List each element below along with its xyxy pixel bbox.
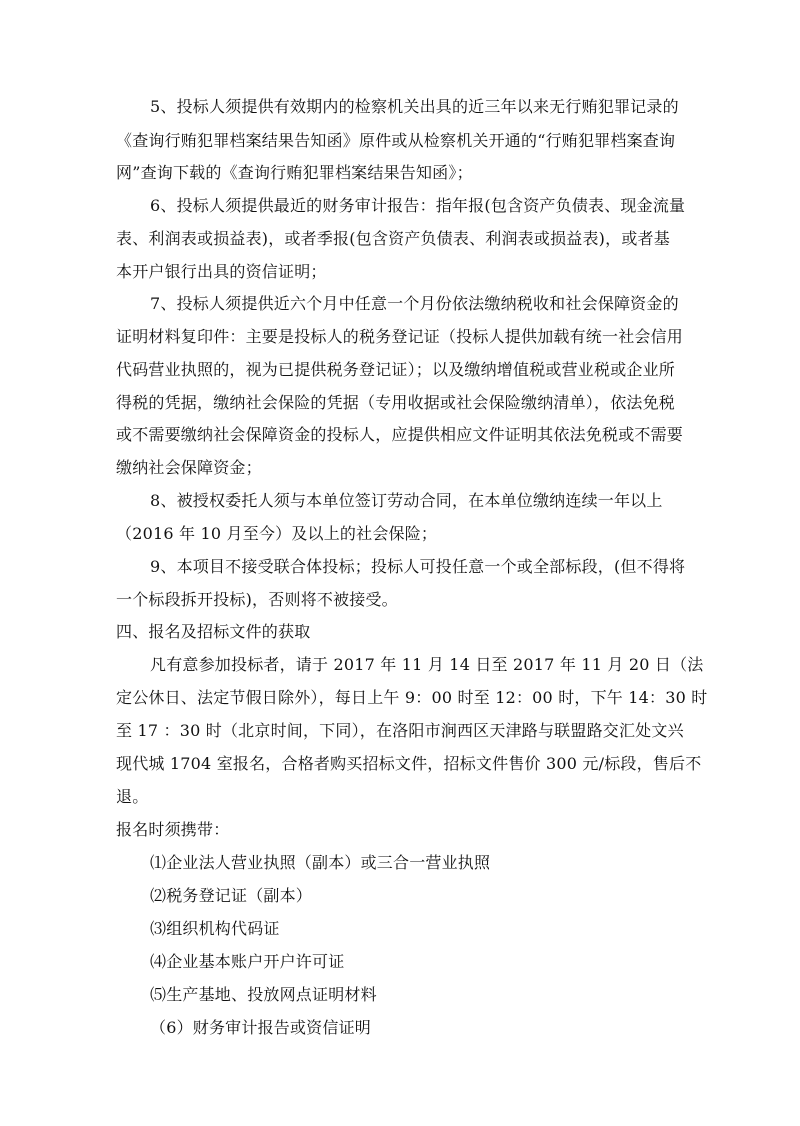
carry-item-3: ⑶组织机构代码证 bbox=[150, 919, 280, 938]
carry-item-5: ⑸生产基地、投放网点证明材料 bbox=[150, 985, 377, 1004]
carry-item-6: （6）财务审计报告或资信证明 bbox=[150, 1018, 371, 1037]
item-6-line-1: 6、投标人须提供最近的财务审计报告：指年报(包含资产负债表、现金流量 bbox=[150, 196, 686, 215]
registration-line-5: 退。 bbox=[116, 787, 149, 806]
item-5-line-2: 《查询行贿犯罪档案结果告知函》原件或从检察机关开通的“行贿犯罪档案查询 bbox=[116, 131, 676, 150]
carry-item-1: ⑴企业法人营业执照（副本）或三合一营业执照 bbox=[150, 853, 491, 872]
registration-line-3: 至 17 ：30 时（北京时间，下同），在洛阳市涧西区天津路与联盟路交汇处文兴 bbox=[116, 721, 684, 740]
section-heading: 四、报名及招标文件的获取 bbox=[116, 622, 311, 641]
item-7-line-5: 或不需要缴纳社会保障资金的投标人，应提供相应文件证明其依法免税或不需要 bbox=[116, 425, 684, 444]
item-7-line-4: 得税的凭据，缴纳社会保险的凭据（专用收据或社会保险缴纳清单），依法免税 bbox=[116, 393, 676, 412]
item-6-line-2: 表、利润表或损益表)，或者季报(包含资产负债表、利润表或损益表)，或者基 bbox=[116, 229, 670, 248]
item-5-line-3: 网”查询下载的《查询行贿犯罪档案结果告知函》； bbox=[116, 163, 473, 182]
item-7-line-6: 缴纳社会保障资金； bbox=[116, 458, 262, 477]
item-8-line-1: 8、被授权委托人须与本单位签订劳动合同，在本单位缴纳连续一年以上 bbox=[150, 491, 663, 510]
registration-line-2: 定公休日、法定节假日除外），每日上午 9：00 时至 12：00 时，下午 14：30 时 bbox=[116, 688, 708, 707]
item-7-line-1: 7、投标人须提供近六个月中任意一个月份依法缴纳税收和社会保障资金的 bbox=[150, 294, 679, 313]
carry-item-2: ⑵税务登记证（副本） bbox=[150, 886, 313, 905]
item-8-line-2: （2016 年 10 月至今）及以上的社会保险； bbox=[116, 524, 438, 543]
registration-line-1: 凡有意参加投标者，请于 2017 年 11 月 14 日至 2017 年 11 月 20 日（法 bbox=[150, 655, 704, 674]
item-5-line-1: 5、投标人须提供有效期内的检察机关出具的近三年以来无行贿犯罪记录的 bbox=[150, 97, 679, 116]
carry-item-4: ⑷企业基本账户开户许可证 bbox=[150, 952, 345, 971]
item-6-line-3: 本开户银行出具的资信证明； bbox=[116, 262, 327, 281]
carry-heading: 报名时须携带： bbox=[116, 820, 230, 839]
registration-line-4: 现代城 1704 室报名，合格者购买招标文件，招标文件售价 300 元/标段，售后不 bbox=[116, 754, 702, 773]
item-7-line-2: 证明材料复印件：主要是投标人的税务登记证（投标人提供加载有统一社会信用 bbox=[116, 327, 684, 346]
item-7-line-3: 代码营业执照的，视为已提供税务登记证）；以及缴纳增值税或营业税或企业所 bbox=[116, 360, 676, 379]
item-9-line-2: 一个标段拆开投标)，否则将不被接受。 bbox=[116, 590, 398, 609]
item-9-line-1: 9、本项目不接受联合体投标；投标人可投任意一个或全部标段，(但不得将 bbox=[150, 557, 686, 576]
